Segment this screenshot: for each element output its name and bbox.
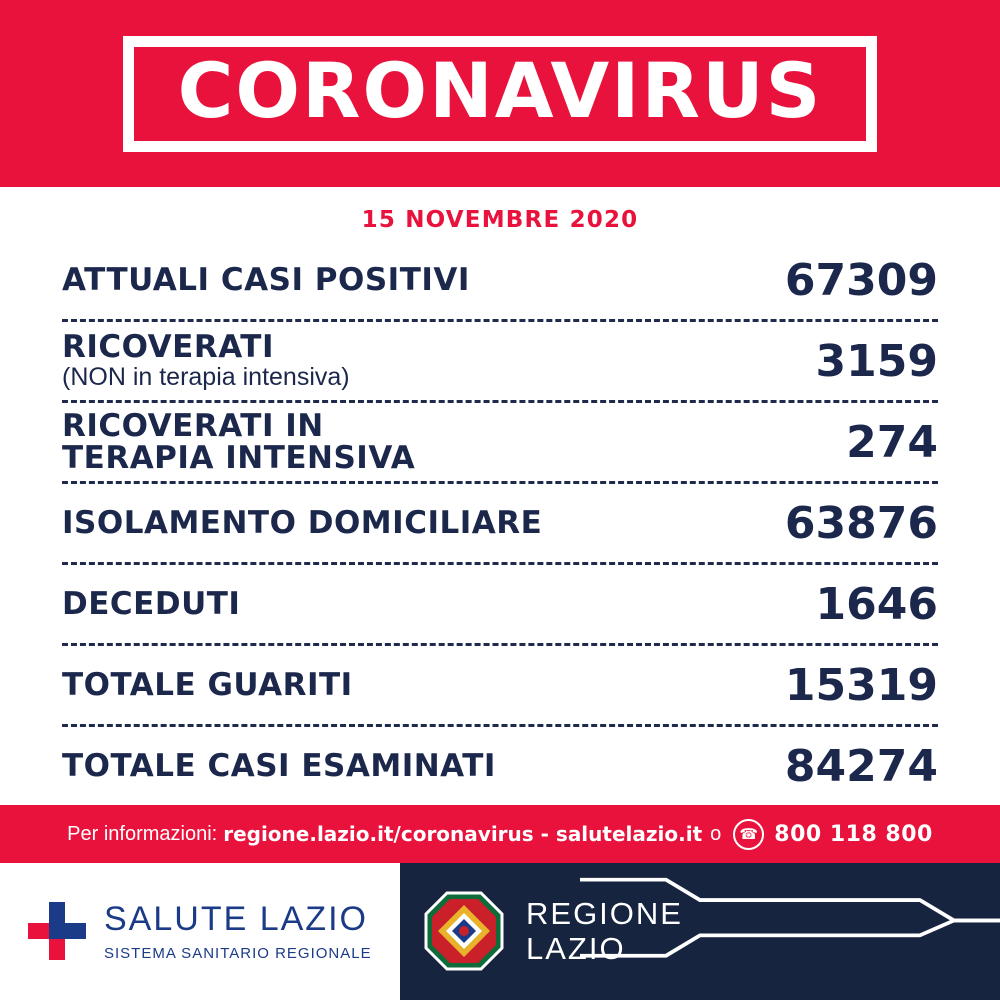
statistics-table (0, 241, 1000, 805)
stat-label-group (62, 669, 353, 702)
header-title-frame (123, 36, 878, 152)
stat-label: TOTALE CASI ESAMINATI (62, 748, 496, 785)
poster-footer (0, 863, 1000, 1000)
stat-label-group (62, 750, 496, 783)
date-row (0, 187, 1000, 241)
regione-lazio-logo-block (400, 863, 1000, 1000)
info-phone-number: 800 118 800 (774, 821, 933, 847)
page-title: CORONAVIRUS (177, 45, 823, 135)
report-date: 15 NOVEMBRE 2020 (361, 207, 639, 234)
table-row (62, 646, 938, 727)
stat-value: 274 (846, 416, 938, 468)
info-bar (0, 805, 1000, 862)
stat-label: RICOVERATI (62, 328, 274, 365)
stat-label: DECEDUTI (62, 586, 241, 623)
medical-cross-icon (28, 902, 86, 960)
table-row (62, 484, 938, 565)
regione-lazio-text (526, 896, 683, 967)
salute-lazio-title: SALUTE LAZIO (104, 900, 368, 939)
stat-label: ATTUALI CASI POSITIVI (62, 262, 470, 299)
stat-value: 1646 (815, 578, 938, 630)
regione-line-1: REGIONE (526, 895, 683, 931)
stat-label: ISOLAMENTO DOMICILIARE (62, 505, 543, 542)
stat-value: 63876 (784, 497, 938, 549)
table-row (62, 322, 938, 403)
stat-value: 67309 (784, 254, 938, 306)
stat-label-group (62, 328, 350, 392)
stat-label-group (62, 507, 542, 540)
regione-line-2: LAZIO (526, 931, 626, 967)
poster-header (0, 0, 1000, 187)
info-links[interactable]: regione.lazio.it/coronavirus - salutelazio.it (223, 822, 703, 847)
regione-lazio-emblem-icon (424, 891, 504, 971)
info-conjunction: o (710, 822, 722, 845)
stat-sublabel: (NON in terapia intensiva) (62, 363, 350, 392)
salute-lazio-logo-block (0, 863, 400, 1000)
table-row (62, 565, 938, 646)
table-row (62, 241, 938, 322)
table-row (62, 727, 938, 805)
phone-icon: ☎ (733, 819, 764, 850)
salute-lazio-text (104, 900, 372, 962)
stat-value: 15319 (784, 659, 938, 711)
stat-label-group (62, 264, 470, 297)
salute-lazio-subtitle: SISTEMA SANITARIO REGIONALE (104, 945, 372, 963)
stat-label-group (62, 407, 482, 477)
stat-value: 84274 (784, 740, 938, 792)
stat-value: 3159 (815, 335, 938, 387)
info-prefix: Per informazioni: (67, 822, 218, 845)
stat-label: TOTALE GUARITI (62, 667, 353, 704)
stat-label: RICOVERATI IN TERAPIA INTENSIVA (62, 407, 416, 477)
table-row (62, 403, 938, 484)
stat-label-group (62, 588, 240, 621)
